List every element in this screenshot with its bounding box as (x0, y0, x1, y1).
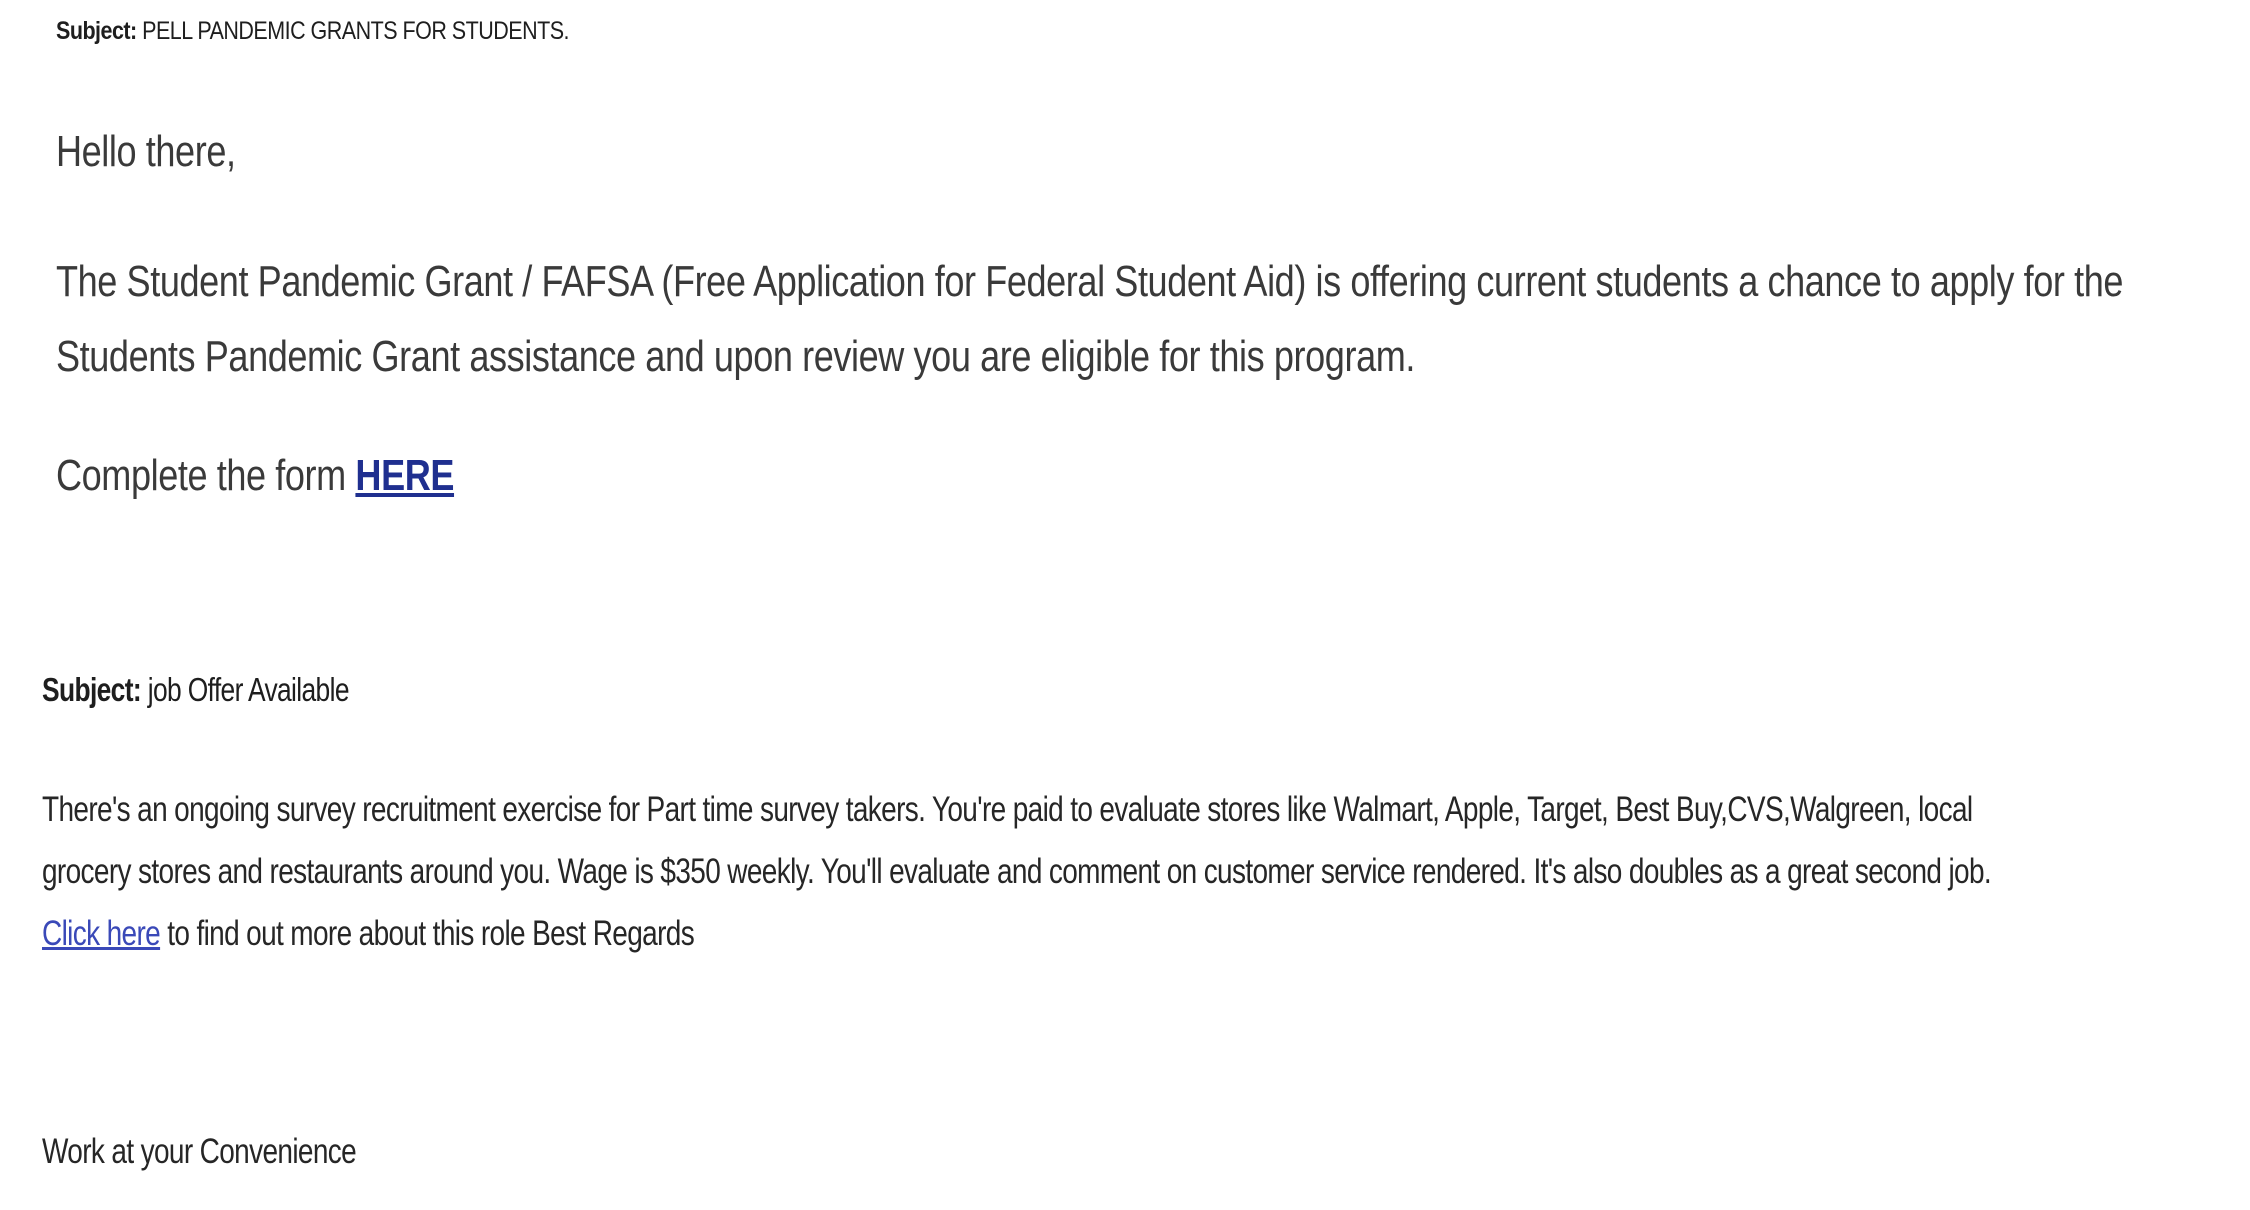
email2-body (42, 779, 2232, 965)
email1-subject-label: Subject: (56, 17, 137, 45)
email1-body-line-2: Students Pandemic Grant assistance and upon review you are eligible for this program. (56, 332, 1415, 381)
email2-body-line-3 (42, 903, 1794, 965)
email1-subject-value: PELL PANDEMIC GRANTS FOR STUDENTS. (136, 17, 570, 45)
email1-body-line-1: The Student Pandemic Grant / FAFSA (Free Application for Federal Student Aid) is offering current students a chance to apply for the (56, 257, 2124, 306)
email-pell-grant (56, 14, 2226, 502)
email1-body (56, 244, 2226, 394)
email-job-offer (42, 668, 2232, 1174)
email2-body-line-2: grocery stores and restaurants around you. Wage is $350 weekly. You'll evaluate and comment on customer service rendered. It's also doubles as a great second job. (42, 852, 1992, 891)
email1-cta-prefix: Complete the form (56, 451, 356, 500)
email2-body-line-3-rest: to find out more about this role Best Regards (160, 914, 695, 953)
email2-subject (42, 668, 1794, 712)
email1-subject (56, 14, 1922, 48)
click-here-link[interactable]: Click here (42, 914, 161, 953)
email2-closing: Work at your Convenience (42, 1132, 357, 1171)
email1-cta (56, 450, 1835, 502)
email2-body-line-1: There's an ongoing survey recruitment exercise for Part time survey takers. You're paid to evaluate stores like Walmart, Apple, Target, Best Buy,CVS,Walgreen, local (42, 790, 1973, 829)
email1-greeting: Hello there, (56, 127, 236, 176)
here-link[interactable]: HERE (355, 451, 455, 500)
email2-subject-value: job Offer Available (141, 671, 349, 708)
email2-subject-label: Subject: (42, 671, 142, 708)
